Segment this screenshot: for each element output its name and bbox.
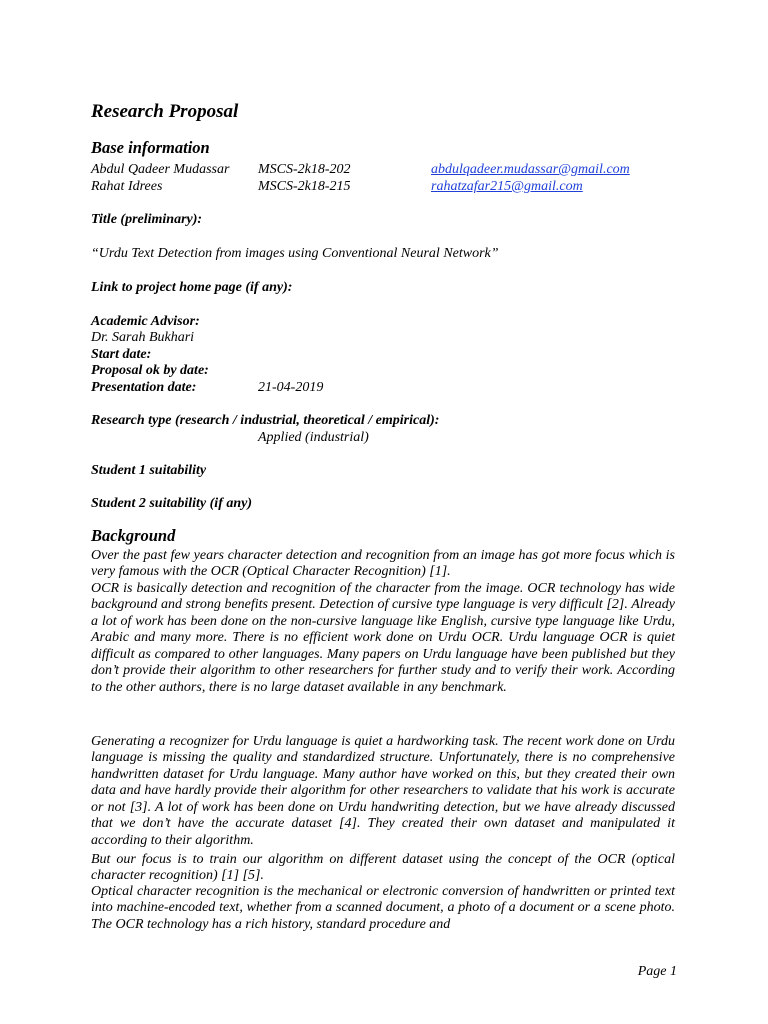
background-paragraph: Generating a recognizer for Urdu language is quiet a hardworking task. The recent work done on Urdu language is missing the quality and standardized structure. Unfortunately, there is no comprehensive handwritten dataset for Urdu language. Many author have worked on this, but they created their own data and have hardly provide their algorithm for other researchers to validate that his work is accurate or not [3]. A lot of work has been done on Urdu handwriting detection, but we have already discussed that we don’t have the accurate dataset [4]. They created their own dataset and manipulated it according to their algorithm.: [91, 734, 675, 848]
background-paragraph: But our focus is to train our algorithm on different dataset using the concept of the OCR (optical character recognition) [1] [5].: [91, 852, 675, 884]
author-row: [91, 161, 675, 178]
author-email-link[interactable]: rahatzafar215@gmail.com: [431, 179, 583, 194]
author-name: Rahat Idrees: [91, 179, 163, 194]
author-student-id: MSCS-2k18-202: [258, 162, 351, 177]
background-paragraph: Optical character recognition is the mechanical or electronic conversion of handwritten or printed text into machine-encoded text, whether from a scanned document, a photo of a document or a scene photo. The OCR technology has a rich history, standard procedure and: [91, 884, 675, 932]
title-value: “Urdu Text Detection from images using Conventional Neural Network”: [91, 246, 499, 261]
author-name: Abdul Qadeer Mudassar: [91, 162, 230, 177]
document-title: Research Proposal: [91, 101, 239, 122]
student-2-suitability-label: Student 2 suitability (if any): [91, 496, 253, 511]
author-row: [91, 178, 675, 195]
page-number: Page 1: [637, 964, 677, 979]
proposal-ok-date-label: Proposal ok by date:: [91, 363, 209, 378]
advisor-value: Dr. Sarah Bukhari: [91, 330, 195, 345]
background-paragraph: OCR is basically detection and recognition of the character from the image. OCR technology has wide background and strong benefits present. Detection of cursive type language is very difficult [2]. Already a lot of work has been done on the non-cursive language like English, cursive type language like Urdu, Arabic and many more. There is no efficient work done on Urdu OCR. Urdu language OCR is quiet difficult as compared to other languages. Many papers on Urdu language have been published but they don’t provide their algorithm to other researchers for further study and to verify their work. According to the other authors, there is no large dataset available in any benchmark.: [91, 581, 675, 695]
presentation-date-value: 21-04-2019: [258, 380, 324, 395]
base-information-heading: Base information: [91, 138, 210, 157]
background-heading: Background: [91, 526, 176, 545]
presentation-date-row: [91, 379, 675, 396]
research-type-value: Applied (industrial): [258, 430, 369, 445]
research-type-label: Research type (research / industrial, theoretical / empirical):: [91, 413, 440, 428]
presentation-date-label: Presentation date:: [91, 380, 197, 395]
title-label: Title (preliminary):: [91, 212, 203, 227]
project-link-label: Link to project home page (if any):: [91, 280, 293, 295]
student-1-suitability-label: Student 1 suitability: [91, 463, 207, 478]
author-email-link[interactable]: abdulqadeer.mudassar@gmail.com: [431, 162, 630, 177]
document-page: [91, 0, 675, 1024]
advisor-label: Academic Advisor:: [91, 314, 200, 329]
background-paragraph: Over the past few years character detection and recognition from an image has got more focus which is very famous with the OCR (Optical Character Recognition) [1].: [91, 548, 675, 580]
start-date-label: Start date:: [91, 347, 152, 362]
author-student-id: MSCS-2k18-215: [258, 179, 351, 194]
